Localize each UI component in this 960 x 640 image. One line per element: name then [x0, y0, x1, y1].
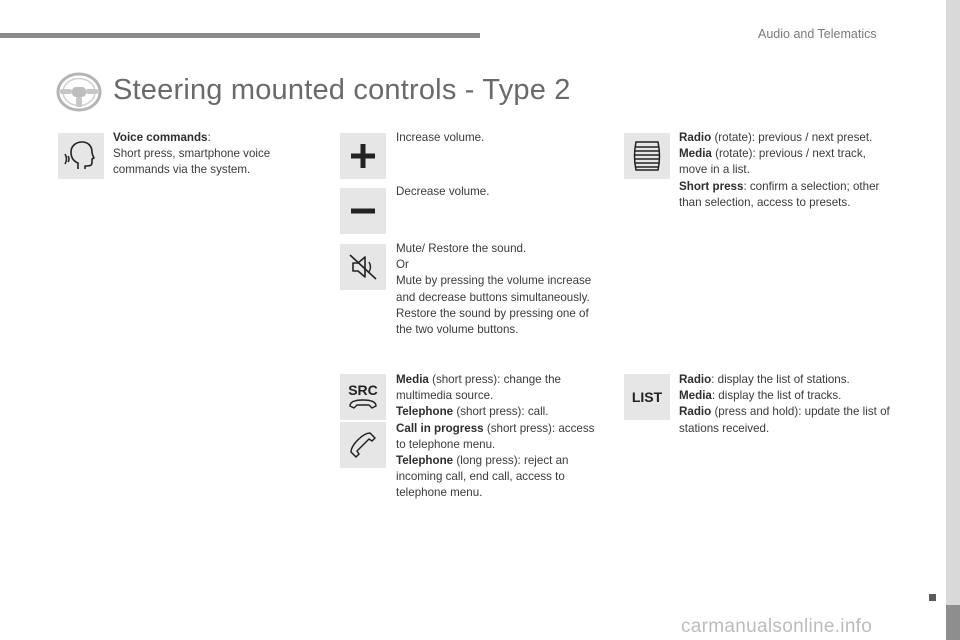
page-edge-tab — [946, 605, 960, 640]
voice-command-label: Voice commands — [113, 131, 208, 144]
page-title: Steering mounted controls - Type 2 — [113, 74, 571, 106]
voice-head-icon — [64, 139, 98, 173]
voice-command-button[interactable] — [58, 133, 104, 179]
list-button[interactable] — [624, 374, 670, 420]
volume-down-button[interactable] — [340, 188, 386, 234]
page-number: 99 — [919, 611, 932, 623]
src-phone-text: Media (short press): change the multimedia source. Telephone (short press): call. Call in progress (short press): access to telephone menu. Telephone (long press): reject an incoming call, end call, access to telephone menu. — [396, 373, 595, 500]
list-text: Radio: display the list of stations. Media: display the list of tracks. Radio (press and hold): update the list of stations received. — [679, 373, 890, 435]
volume-down-text: Decrease volume. — [396, 185, 490, 198]
volume-up-button[interactable] — [340, 133, 386, 179]
phone-button[interactable] — [340, 422, 386, 468]
footer-marker — [929, 594, 936, 601]
mute-text: Mute/ Restore the sound. Or Mute by pressing the volume increase and decrease buttons simultaneously. Restore the sound by pressing one of the two volume buttons. — [396, 242, 592, 337]
src-button[interactable] — [340, 374, 386, 420]
voice-command-desc: Short press, smartphone voice commands via the system. — [113, 147, 271, 177]
header-bar — [0, 33, 480, 38]
minus-icon — [350, 198, 376, 224]
steering-wheel-icon — [56, 72, 102, 112]
watermark: carmanualsonline.info — [681, 616, 873, 637]
mute-button[interactable] — [340, 244, 386, 290]
mute-speaker-icon — [347, 251, 379, 283]
voice-command-text: Voice commands: Short press, smartphone voice commands via the system. — [113, 131, 271, 177]
src-icon-text: SRC — [348, 381, 378, 398]
section-title: Audio and Telematics — [758, 27, 877, 41]
phone-handset-icon — [348, 398, 378, 410]
thumbwheel-icon — [631, 139, 663, 173]
thumbwheel-control[interactable] — [624, 133, 670, 179]
list-icon-text: LIST — [631, 389, 663, 405]
phone-icon — [348, 430, 378, 460]
thumbwheel-text: Radio (rotate): previous / next preset. Media (rotate): previous / next track, move in a list. Short press: confirm a selection; other than selection, access to presets. — [679, 131, 880, 209]
volume-up-text: Increase volume. — [396, 131, 485, 144]
page-edge-bar — [946, 0, 960, 640]
plus-icon — [350, 143, 376, 169]
